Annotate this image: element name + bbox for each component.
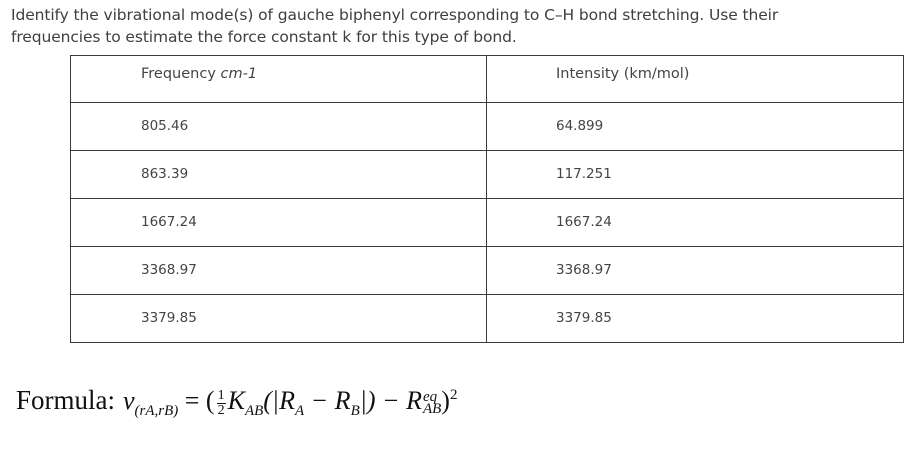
formula-power: 2 (449, 387, 458, 403)
formula-close-abs: |) − R (359, 386, 422, 415)
formula-req-superscript: eq (422, 389, 438, 406)
frequency-header (71, 56, 487, 103)
formula-k-subscript: AB (244, 403, 264, 419)
table-row (71, 103, 904, 151)
table-row (71, 151, 904, 199)
formula-label: Formula: (16, 385, 115, 415)
formula-ra-subscript: A (294, 403, 305, 419)
formula-rb-subscript: B (350, 403, 360, 419)
table-row (71, 295, 904, 343)
formula-close-paren: ) (441, 386, 450, 415)
formula-open-abs: (|R (263, 386, 295, 415)
frequency-cell: 863.39 (71, 151, 487, 199)
question-text (11, 4, 891, 48)
formula-v-subscript: (rA,rB) (134, 403, 179, 419)
intensity-header (487, 56, 904, 103)
question-line-1: Identify the vibrational mode(s) of gauche biphenyl corresponding to C–H bond stretching. Use their (11, 6, 779, 24)
frequency-header-unit: cm-1 (220, 66, 258, 82)
intensity-header-label: Intensity (km/mol) (556, 66, 690, 82)
formula-req-scripts (422, 389, 442, 418)
formula-equals: = (184, 386, 200, 415)
frequency-cell: 3368.97 (71, 247, 487, 295)
frequency-header-label: Frequency (141, 66, 216, 82)
formula-fraction (217, 389, 226, 418)
formula-req-subscript: AB (422, 401, 442, 418)
frequency-intensity-table (70, 55, 904, 343)
table-header-row (71, 56, 904, 103)
table-row (71, 199, 904, 247)
fraction-numerator: 1 (217, 387, 225, 403)
formula-minus: − R (304, 386, 351, 415)
frequency-cell: 1667.24 (71, 199, 487, 247)
formula-expression (122, 386, 458, 419)
intensity-cell: 3368.97 (487, 247, 904, 295)
table-row (71, 247, 904, 295)
formula-open-paren: ( (205, 386, 215, 415)
intensity-cell: 3379.85 (487, 295, 904, 343)
question-line-2: frequencies to estimate the force constant k for this type of bond. (11, 28, 517, 46)
intensity-cell: 117.251 (487, 151, 904, 199)
fraction-denominator: 2 (217, 402, 225, 418)
formula-v: v (122, 386, 135, 415)
frequency-cell: 3379.85 (71, 295, 487, 343)
frequency-cell: 805.46 (71, 103, 487, 151)
intensity-cell: 1667.24 (487, 199, 904, 247)
intensity-cell: 64.899 (487, 103, 904, 151)
formula-k: K (227, 386, 245, 415)
formula (16, 385, 457, 420)
